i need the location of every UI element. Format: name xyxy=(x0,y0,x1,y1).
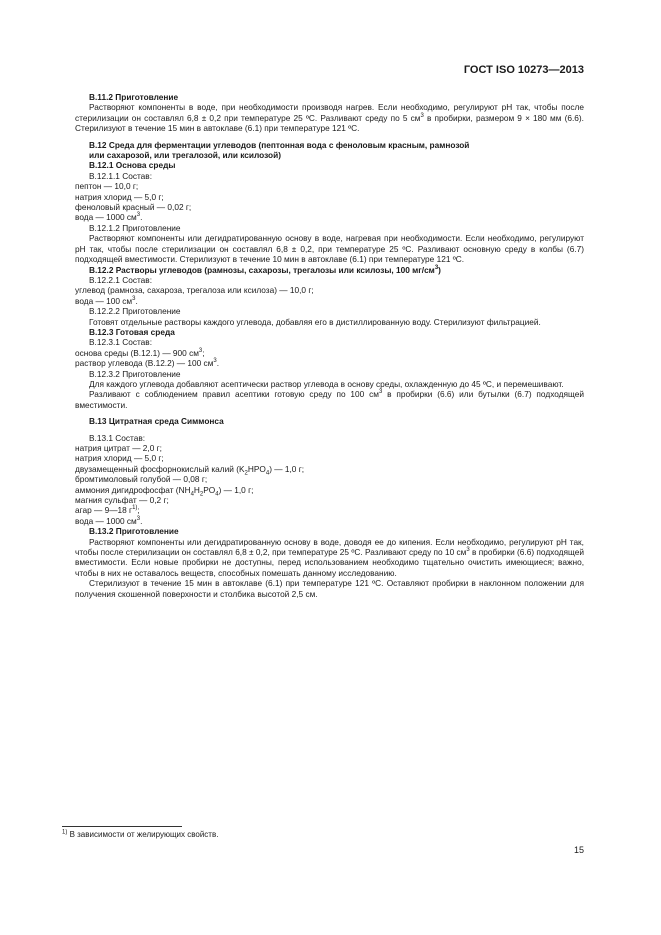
ingredient-water-b13: вода — 1000 $см^3$. xyxy=(75,515,143,526)
section-b12-3-text: Для каждого углевода добавляют асептически раствор углевода в основу среды, охлажденную до 45 ºC, и перемешивают. xyxy=(89,378,564,389)
page-body xyxy=(75,92,584,599)
section-b12-1-heading: В.12.1 Основа среды xyxy=(89,160,176,171)
ingredient-mgso4: магния сульфат — 0,2 г; xyxy=(75,495,169,506)
ingredient-carbohydrate: углевод (рамноза, сахароза, трегалоза или ксилоза) — 10,0 г; xyxy=(75,285,314,296)
section-b12-1-1: В.12.1.1 Состав: xyxy=(89,170,153,181)
ingredient-sodium-citrate: натрия цитрат — 2,0 г; xyxy=(75,443,162,453)
section-b12-2-text: Готовят отдельные растворы каждого углевода, добавляя его в дистиллированную воду. Стерилизуют фильтрацией. xyxy=(89,316,541,327)
section-b12-3-heading: В.12.3 Готовая среда xyxy=(89,326,175,337)
section-b13-2-text: Растворяют компоненты или дегидратированную основу в воде, доводя ее до кипения. Если необходимо, регулируют pH так, чтобы после стерилизации он составлял 6,8 ± 0,2, при температуре 25 ºC. Разливают среду по 10 $см^3$ в пробирки (6.6) подходящей вместимости. Если новые пробирки не доступны, перед использованием необходимо тщательно очистить имеющиеся; важно, чтобы в них не оставалось веществ, способных помешать данному исследованию. xyxy=(75,536,584,578)
ingredient-base-medium: основа среды (В.12.1) — 900 $см^3$; xyxy=(75,347,205,358)
section-b13-heading: В.13 Цитратная среда Симмонса xyxy=(89,416,224,427)
ingredient-nh4h2po4: аммония дигидрофосфат $(NH_4H_2PO_4)$ — 1,0 г; xyxy=(75,484,254,498)
section-b12-3-text2: Разливают с соблюдением правил асептики готовую среду по 100 $см^3$ в пробирки (6.6) или бутылки (6.7) подходящей вместимости. xyxy=(75,389,584,410)
ingredient-agar: агар — 9—18 $г^{1)}$; xyxy=(75,505,140,516)
section-b11-2-text: Растворяют компоненты в воде, при необходимости производя нагрев. Если необходимо, регулируют pH так, чтобы после стерилизации он составлял 6,8 ± 0,2 при температуре 25 ºC. Разливают среду по 5 $см^3$ в пробирки, размером 9 × 180 мм (6.6). Стерилизуют в течение 15 мин в автоклаве (6.1) при температуре 121 ºC. xyxy=(75,102,584,134)
footnote-separator xyxy=(62,826,182,827)
ingredient-water-100: вода — 100 $см^3$. xyxy=(75,295,138,306)
page-number: 15 xyxy=(573,845,584,855)
section-b12-2-heading: В.12.2 Растворы углеводов (рамнозы, сахарозы, трегалозы или ксилозы, 100 $мг/см^3$) xyxy=(89,264,441,275)
ingredient-bromthymol-blue: бромтимоловый голубой — 0,08 г; xyxy=(75,474,208,485)
section-b12-1-2: В.12.1.2 Приготовление xyxy=(89,222,181,233)
ingredient-nacl-b13: натрия хлорид — 5,0 г; xyxy=(75,453,164,464)
footnote: $^{1)}$ В зависимости от желирующих свойств. xyxy=(62,829,219,839)
ingredient-k2hpo4: двузамещенный фосфорнокислый калий $(K_2HPO_4)$ — 1,0 г; xyxy=(75,463,305,477)
ingredient-water: вода — 1000 $см^3$. xyxy=(75,212,143,223)
section-b13-2-heading: В.13.2 Приготовление xyxy=(89,526,179,537)
section-b12-1-text: Растворяют компоненты или дегидратированную основу в воде, нагревая при необходимости. Если необходимо, регулируют pH так, чтобы после стерилизации он составлял 6,8 ± 0,2, при температуре 25 ºC. Разливают основную среду в колбы (6.7) подходящей вместимости. Стерилизуют в течение 10 мин в автоклаве (6.1) при температуре 121 ºC. xyxy=(75,233,584,265)
ingredient-peptone: пептон — 10,0 г; xyxy=(75,181,139,192)
section-b12-2-2: В.12.2.2 Приготовление xyxy=(89,306,181,317)
section-b12-3-1: В.12.3.1 Состав: xyxy=(89,337,153,348)
section-b13-1: В.13.1 Состав: xyxy=(89,432,146,443)
section-b12-2-1: В.12.2.1 Состав: xyxy=(89,274,153,285)
ingredient-carb-solution: раствор углевода (В.12.2) — 100 $см^3$. xyxy=(75,358,220,369)
ingredient-phenol-red: феноловый красный — 0,02 г; xyxy=(75,202,192,213)
document-header: ГОСТ ISO 10273—2013 xyxy=(463,64,584,76)
section-b12-3-2: В.12.3.2 Приготовление xyxy=(89,368,181,379)
section-b12-heading: В.12 Среда для ферментации углеводов (пептонная вода с феноловым красным, рамнозой или сахарозой, или трегалозой, или ксилозой) xyxy=(89,139,470,161)
ingredient-nacl: натрия хлорид — 5,0 г; xyxy=(75,191,164,202)
section-b11-2-heading: В.11.2 Приготовление xyxy=(89,92,179,102)
section-b13-2-text2: Стерилизуют в течение 15 мин в автоклаве (6.1) при температуре 121 ºC. Оставляют пробирки в наклонном положении для получения скошенной поверхности и столбика высотой 2,5 см. xyxy=(75,578,584,599)
